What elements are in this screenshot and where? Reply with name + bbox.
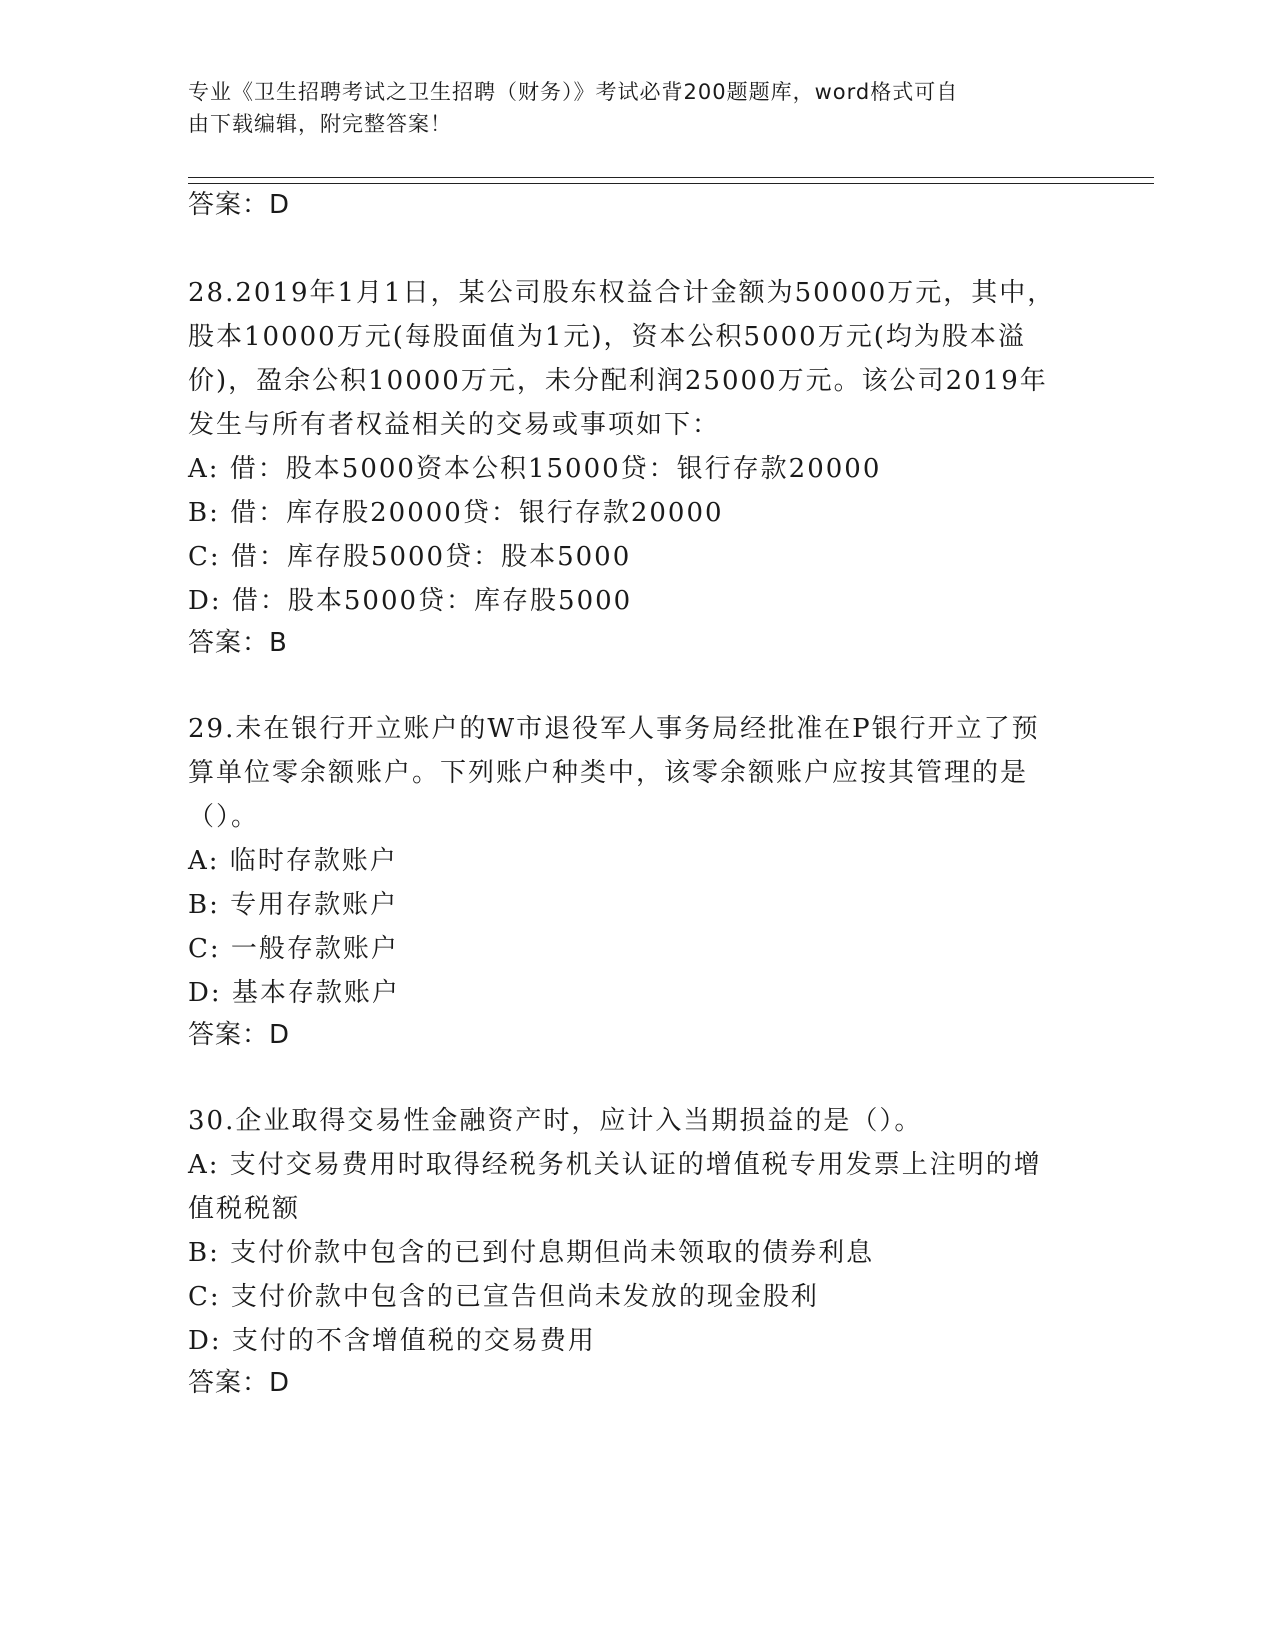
header-line-1: 专业《卫生招聘考试之卫生招聘（财务）》考试必背200题题库，word格式可自 <box>188 80 959 104</box>
q29-stem-line-1: 29.未在银行开立账户的W市退役军人事务局经批准在P银行开立了预 <box>188 714 1040 744</box>
header-line-2: 由下载编辑，附完整答案！ <box>188 112 452 136</box>
q28-answer: 答案：B <box>188 628 288 658</box>
q30-option-a-cont: 值税税额 <box>188 1194 301 1224</box>
header-divider-top <box>188 177 1154 178</box>
q30-option-a: A: 支付交易费用时取得经税务机关认证的增值税专用发票上注明的增 <box>188 1150 1042 1180</box>
q30-option-c: C: 支付价款中包含的已宣告但尚未发放的现金股利 <box>188 1282 819 1312</box>
q28-stem-line-2: 股本10000万元(每股面值为1元)，资本公积5000万元(均为股本溢 <box>188 322 1026 352</box>
q29-stem-line-3: （）。 <box>188 802 260 832</box>
q28-stem-line-1: 28.2019年1月1日，某公司股东权益合计金额为50000万元，其中， <box>188 278 1056 308</box>
q29-option-a: A: 临时存款账户 <box>188 846 398 876</box>
q30-option-b: B: 支付价款中包含的已到付息期但尚未领取的债券利息 <box>188 1238 875 1268</box>
header-divider-bottom <box>188 183 1154 184</box>
q29-option-d: D: 基本存款账户 <box>188 978 400 1008</box>
q28-option-a: A: 借：股本5000资本公积15000贷：银行存款20000 <box>188 454 882 484</box>
q28-option-c: C: 借：库存股5000贷：股本5000 <box>188 542 632 572</box>
q29-option-b: B: 专用存款账户 <box>188 890 399 920</box>
q28-option-b: B: 借：库存股20000贷：银行存款20000 <box>188 498 724 528</box>
q28-stem-line-3: 价)，盈余公积10000万元，未分配利润25000万元。该公司2019年 <box>188 366 1048 396</box>
q29-option-c: C: 一般存款账户 <box>188 934 399 964</box>
q30-stem-line-1: 30.企业取得交易性金融资产时，应计入当期损益的是（）。 <box>188 1106 923 1136</box>
previous-answer: 答案：D <box>188 190 291 220</box>
document-header <box>188 76 1078 140</box>
q30-option-d: D: 支付的不含增值税的交易费用 <box>188 1326 596 1356</box>
q30-answer: 答案：D <box>188 1368 291 1398</box>
q28-stem-line-4: 发生与所有者权益相关的交易或事项如下： <box>188 410 721 440</box>
q28-option-d: D: 借：股本5000贷：库存股5000 <box>188 586 633 616</box>
q29-answer: 答案：D <box>188 1020 291 1050</box>
q29-stem-line-2: 算单位零余额账户。下列账户种类中，该零余额账户应按其管理的是 <box>188 758 1029 788</box>
